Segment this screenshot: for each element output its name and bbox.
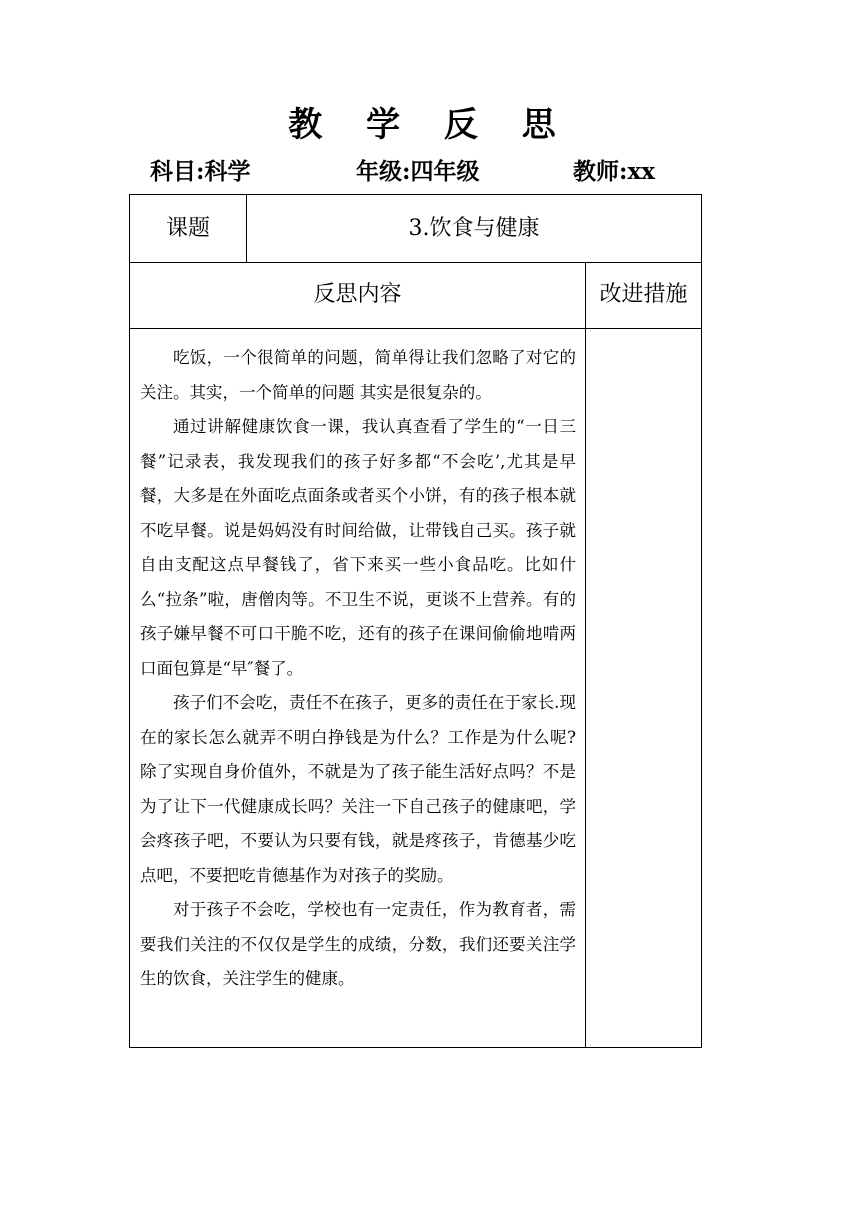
reflection-paragraph: 吃饭，一个很简单的问题，简单得让我们忽略了对它的关注。其实，一个简单的问题 其实是很复杂的。	[140, 348, 576, 402]
reflection-paragraph: 孩子们不会吃，责任不在孩子，更多的责任在于家长.现在的家长怎么就弄不明白挣钱是为什么？工作是为什么呢?除了实现自身价值外，不就是为了孩子能生活好点吗？不是为了让下一代健康成长吗？关注一下自己孩子的健康吧，学会疼孩子吧，不要认为只要有钱，就是疼孩子，肯德基少吃点吧，不要把吃肯德基作为对孩子的奖励。	[140, 693, 576, 885]
table-divider	[130, 262, 701, 263]
measures-header: 改进措施	[599, 282, 688, 307]
measures-content	[586, 329, 702, 1048]
page-title: 教 学 反 思	[288, 105, 572, 145]
reflection-content	[140, 341, 576, 997]
reflection-paragraph: 对于孩子不会吃，学校也有一定责任，作为教育者，需要我们关注的不仅仅是学生的成绩，分数，我们还要关注学生的饮食，关注学生的健康。	[140, 900, 576, 988]
subject-label: 科目:科学	[150, 158, 251, 185]
reflection-paragraph: 通过讲解健康饮食一课，我认真查看了学生的“一日三餐”记录表，我发现我们的孩子好多都“不会吃’,尤其是早餐，大多是在外面吃点面条或者买个小饼，有的孩子根本就不吃早餐。说是妈妈没有时间给做，让带钱自己买。孩子就自由支配这点早餐钱了，省下来买一些小食品吃。比如什么“拉条”啦，唐僧肉等。不卫生不说，更谈不上营养。有的孩子嫌早餐不可口干脆不吃，还有的孩子在课间偷偷地啃两口面包算是“早″餐了。	[140, 417, 576, 678]
teacher-label: 教师:xx	[573, 158, 655, 185]
content-header: 反思内容	[313, 282, 402, 307]
grade-label: 年级:四年级	[356, 158, 480, 185]
topic-value: 3.饮食与健康	[408, 216, 540, 241]
topic-label: 课题	[165, 216, 210, 241]
reflection-table	[129, 194, 702, 1048]
